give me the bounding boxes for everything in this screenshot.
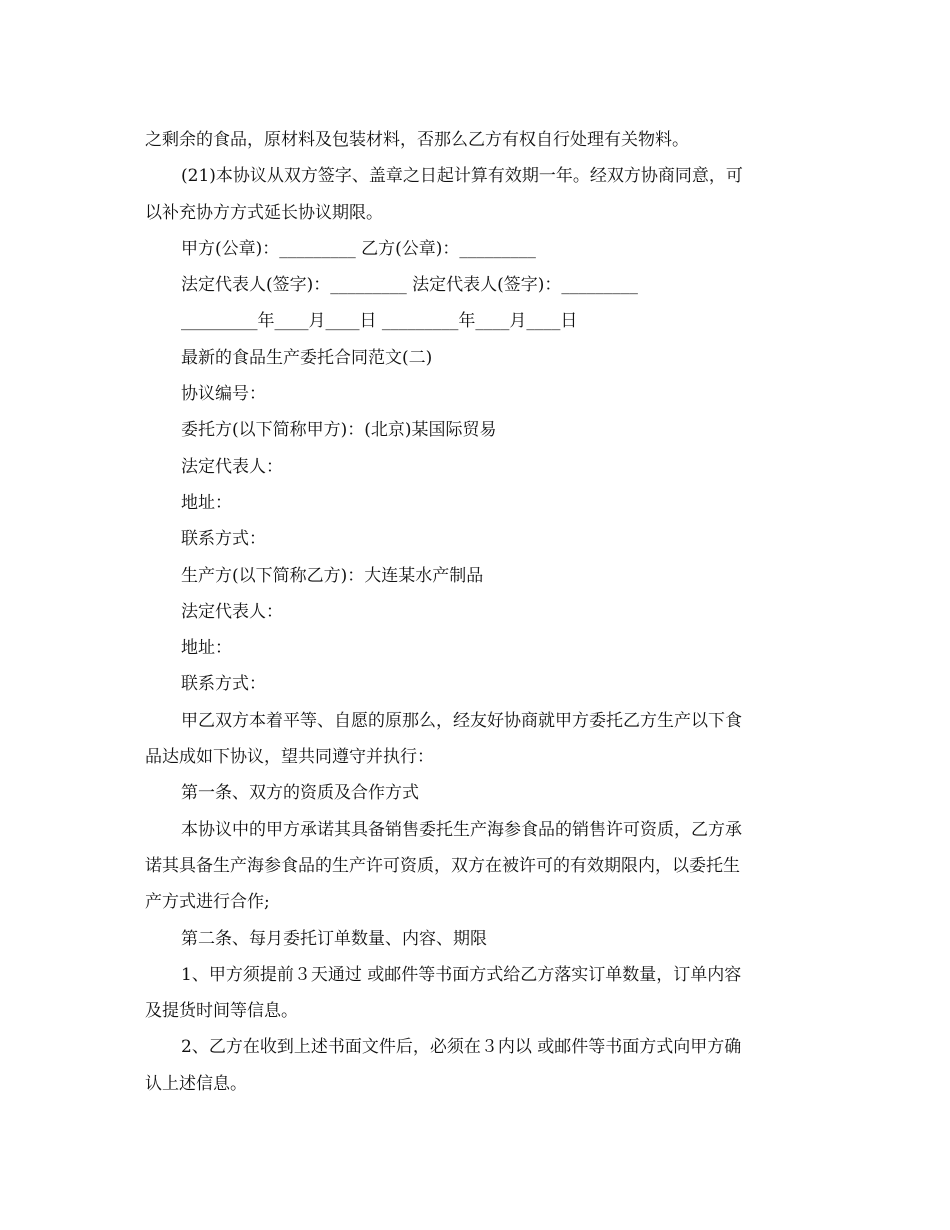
document-body xyxy=(145,122,805,1102)
article-heading: 第二条、每月委托订单数量、内容、期限 xyxy=(181,928,487,949)
text-line: 认上述信息。 xyxy=(145,1073,247,1094)
party-a-name: 委托方(以下简称甲方)：(北京)某国际贸易 xyxy=(181,420,497,441)
text-line: 2、乙方在收到上述书面文件后，必须在３内以 或邮件等书面方式向甲方确 xyxy=(181,1037,742,1058)
text-line: 之剩余的食品，原材料及包装材料，否那么乙方有权自行处理有关物料。 xyxy=(145,130,689,150)
text-line: 产方式进行合作; xyxy=(145,892,270,913)
agreement-number: 协议编号： xyxy=(181,384,266,405)
party-b-address: 地址： xyxy=(181,638,232,659)
text-line: 及提货时间等信息。 xyxy=(145,1001,298,1022)
party-a-representative: 法定代表人： xyxy=(181,456,283,477)
text-line: 甲乙双方本着平等、自愿的原那么，经友好协商就甲方委托乙方生产以下食 xyxy=(181,710,742,731)
text-line: 品达成如下协议，望共同遵守并执行： xyxy=(145,747,434,768)
party-b-representative: 法定代表人： xyxy=(181,601,283,622)
text-line: 以补充协方方式延长协议期限。 xyxy=(145,202,383,223)
section-title: 最新的食品生产委托合同范文(二) xyxy=(181,347,433,368)
signature-line-seal: 甲方(公章)：_________ 乙方(公章)：_________ xyxy=(181,238,536,259)
party-a-contact: 联系方式： xyxy=(181,529,266,550)
signature-line-representative: 法定代表人(签字)：_________ 法定代表人(签字)：_________ xyxy=(181,275,638,296)
party-a-address: 地址： xyxy=(181,492,232,513)
party-b-contact: 联系方式： xyxy=(181,674,266,695)
text-line: 诺其具备生产海参食品的生产许可资质，双方在被许可的有效期限内，以委托生 xyxy=(145,855,740,876)
article-heading: 第一条、双方的资质及合作方式 xyxy=(181,783,419,804)
text-line: 本协议中的甲方承诺其具备销售委托生产海参食品的销售许可资质，乙方承 xyxy=(181,819,742,840)
text-line: 1、甲方须提前３天通过 或邮件等书面方式给乙方落实订单数量，订单内容 xyxy=(181,964,742,985)
party-b-name: 生产方(以下简称乙方)：大连某水产制品 xyxy=(181,565,484,586)
text-line: (21)本协议从双方签字、盖章之日起计算有效期一年。经双方协商同意，可 xyxy=(181,166,743,187)
signature-line-date: _________年____月____日 _________年____月____日 xyxy=(181,311,578,332)
